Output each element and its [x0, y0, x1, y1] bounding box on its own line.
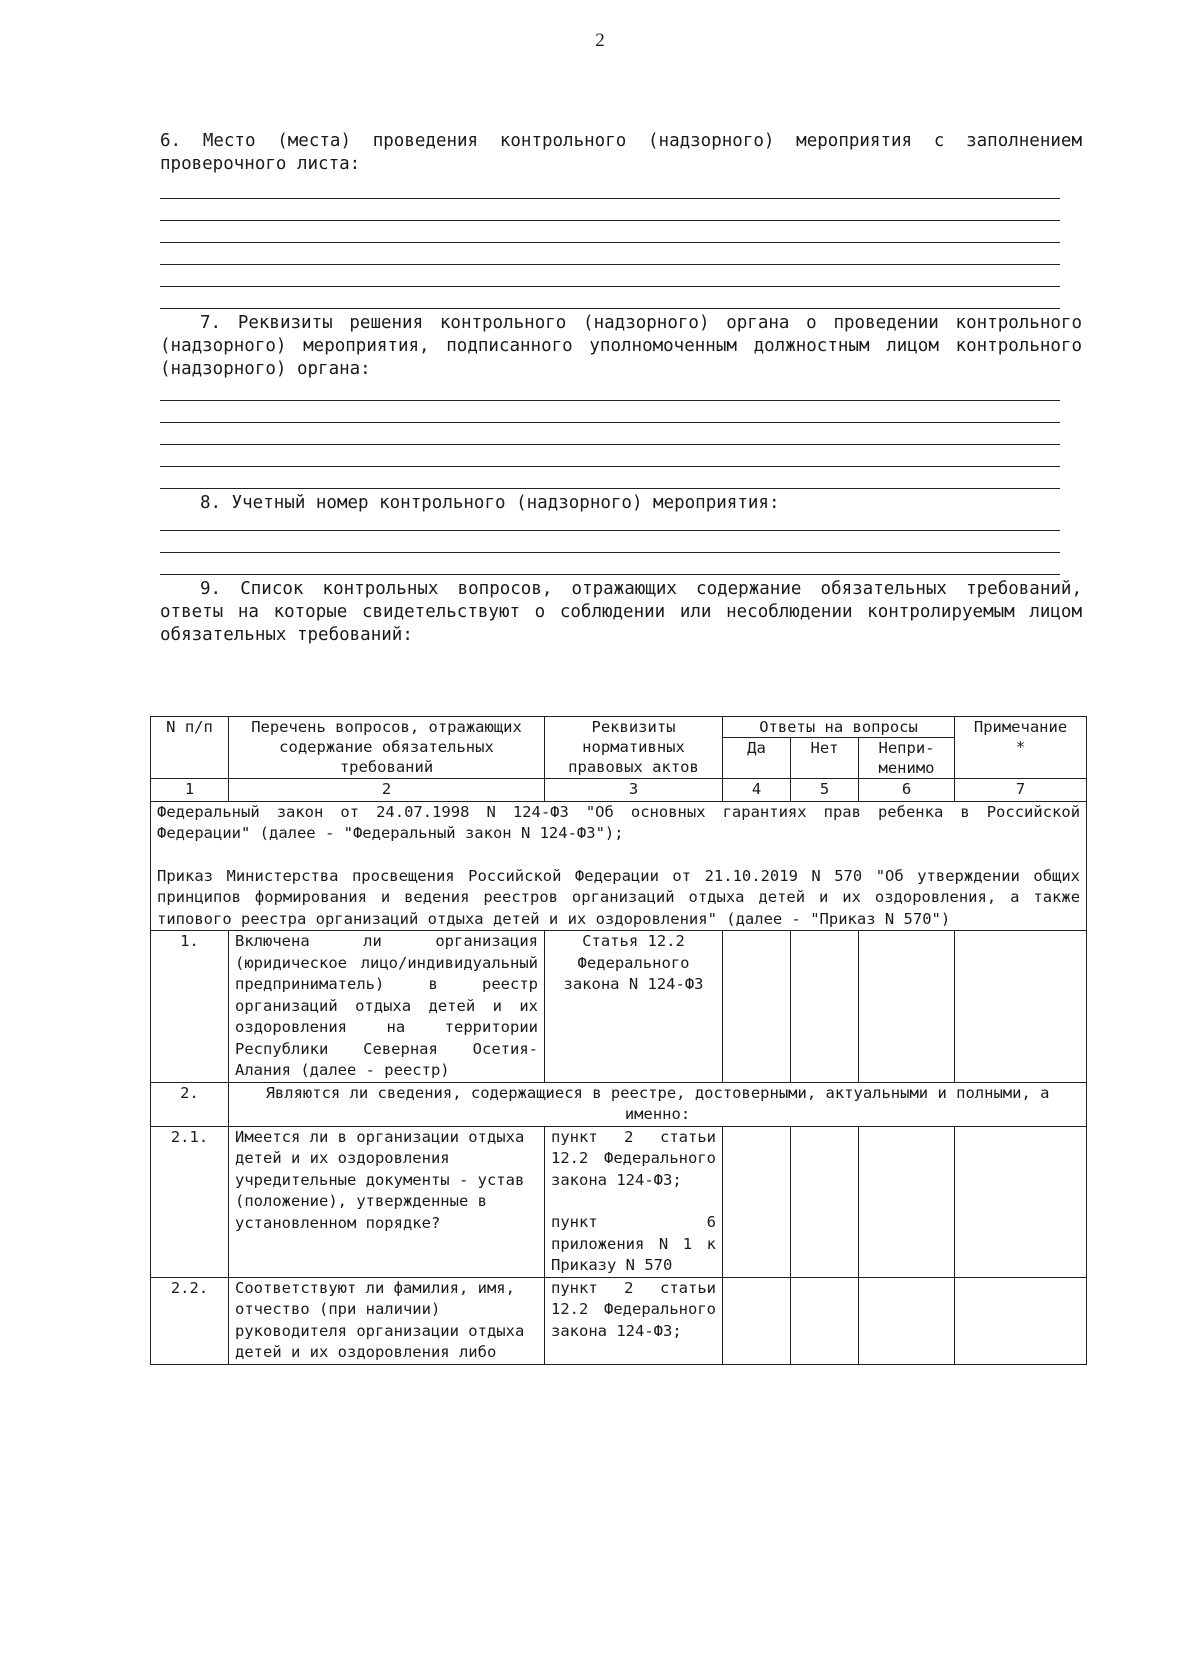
- header-row: [151, 717, 1087, 738]
- fill-line: [160, 466, 1060, 467]
- row-act: Статья 12.2 Федерального закона N 124-ФЗ: [545, 931, 723, 1083]
- header-note: [955, 717, 1087, 779]
- fill-line: [160, 400, 1060, 401]
- column-number: 7: [955, 779, 1087, 802]
- fill-line: [160, 264, 1060, 265]
- row-num: 2.2.: [151, 1277, 229, 1364]
- header-num: N п/п: [151, 717, 229, 779]
- note-cell[interactable]: [955, 1126, 1087, 1277]
- header-acts: Реквизиты нормативных правовых актов: [545, 717, 723, 779]
- column-number: 4: [723, 779, 791, 802]
- answer-na-cell[interactable]: [859, 931, 955, 1083]
- header-questions: Перечень вопросов, отражающих содержание обязательных требований: [229, 717, 545, 779]
- fill-line: [160, 286, 1060, 287]
- fill-line: [160, 574, 1060, 575]
- column-number: 6: [859, 779, 955, 802]
- row-num: 1.: [151, 931, 229, 1083]
- table-row: [151, 1126, 1087, 1277]
- note-cell[interactable]: [955, 1277, 1087, 1364]
- checklist-table: [150, 716, 1087, 1365]
- table-row: [151, 1277, 1087, 1364]
- header-answers: Ответы на вопросы: [723, 717, 955, 738]
- answer-yes-cell[interactable]: [723, 1277, 791, 1364]
- answer-na-cell[interactable]: [859, 1277, 955, 1364]
- row-act-part: пункт 6 приложения N 1 к Приказу N 570: [551, 1213, 716, 1274]
- answer-na-cell[interactable]: [859, 1126, 955, 1277]
- answer-no-cell[interactable]: [791, 931, 859, 1083]
- row-num: 2.1.: [151, 1126, 229, 1277]
- legal-basis-order: Приказ Министерства просвещения Российской Федерации от 21.10.2019 N 570 "Об утверждении общих принципов формирования и ведения реестров организаций отдыха детей и их оздоровления, а также типового реестра организаций отдыха детей и их оздоровления" (далее - "Приказ N 570"): [157, 866, 1081, 928]
- fill-line: [160, 488, 1060, 489]
- section-8-text: 8. Учетный номер контрольного (надзорного) мероприятия:: [200, 493, 780, 513]
- column-number: 2: [229, 779, 545, 802]
- fill-line: [160, 198, 1060, 199]
- header-na: Непри-менимо: [859, 738, 955, 779]
- section-6-text: 6. Место (места) проведения контрольного (надзорного) мероприятия с заполнением проверочного листа:: [160, 131, 1082, 174]
- fill-line: [160, 242, 1060, 243]
- section-7-text: 7. Реквизиты решения контрольного (надзорного) органа о проведении контрольного (надзорного) мероприятия, подписанного уполномоченным должностным лицом контрольного (надзорного) органа:: [160, 313, 1082, 379]
- row-num: 2.: [151, 1082, 229, 1126]
- legal-basis-law: Федеральный закон от 24.07.1998 N 124-ФЗ "Об основных гарантиях прав ребенка в Российской Федерации" (далее - "Федеральный закон N 124-ФЗ");: [157, 802, 1081, 842]
- column-number: 5: [791, 779, 859, 802]
- fill-line: [160, 552, 1060, 553]
- row-act: [545, 1126, 723, 1277]
- row-question: Включена ли организация (юридическое лицо/индивидуальный предприниматель) в реестр организаций отдыха детей и их оздоровления на территории Республики Северная Осетия-Алания (далее - реестр): [229, 931, 545, 1083]
- row-act-part: пункт 2 статьи 12.2 Федерального закона 124-ФЗ;: [551, 1127, 716, 1189]
- fill-line: [160, 308, 1060, 309]
- column-number: 3: [545, 779, 723, 802]
- column-number-row: [151, 779, 1087, 802]
- table-row: [151, 1082, 1087, 1126]
- answer-no-cell[interactable]: [791, 1277, 859, 1364]
- column-number: 1: [151, 779, 229, 802]
- page-number: 2: [595, 30, 605, 51]
- fill-line: [160, 444, 1060, 445]
- row-question: Имеется ли в организации отдыха детей и их оздоровления учредительные документы - устав (положение), утвержденные в установленном порядке?: [229, 1126, 545, 1277]
- row-question: Соответствуют ли фамилия, имя, отчество (при наличии) руководителя организации отдыха детей и их оздоровления либо: [229, 1277, 545, 1364]
- legal-basis-row: [151, 801, 1087, 931]
- fill-line: [160, 220, 1060, 221]
- fill-line: [160, 422, 1060, 423]
- fill-line: [160, 530, 1060, 531]
- legal-basis-cell: [151, 801, 1087, 931]
- header-note-label: Примечание: [973, 718, 1068, 736]
- section-9-text: 9. Список контрольных вопросов, отражающих содержание обязательных требований, ответы на которые свидетельствуют о соблюдении или несоблюдении контролируемым лицом обязательных требований:: [160, 579, 1082, 645]
- header-note-star: *: [1015, 738, 1026, 756]
- answer-yes-cell[interactable]: [723, 1126, 791, 1277]
- note-cell[interactable]: [955, 931, 1087, 1083]
- answer-yes-cell[interactable]: [723, 931, 791, 1083]
- row-question: Являются ли сведения, содержащиеся в реестре, достоверными, актуальными и полными, а именно:: [229, 1082, 1087, 1126]
- header-no: Нет: [791, 738, 859, 779]
- header-yes: Да: [723, 738, 791, 779]
- table-row: [151, 931, 1087, 1083]
- answer-no-cell[interactable]: [791, 1126, 859, 1277]
- row-act: пункт 2 статьи 12.2 Федерального закона 124-ФЗ;: [545, 1277, 723, 1364]
